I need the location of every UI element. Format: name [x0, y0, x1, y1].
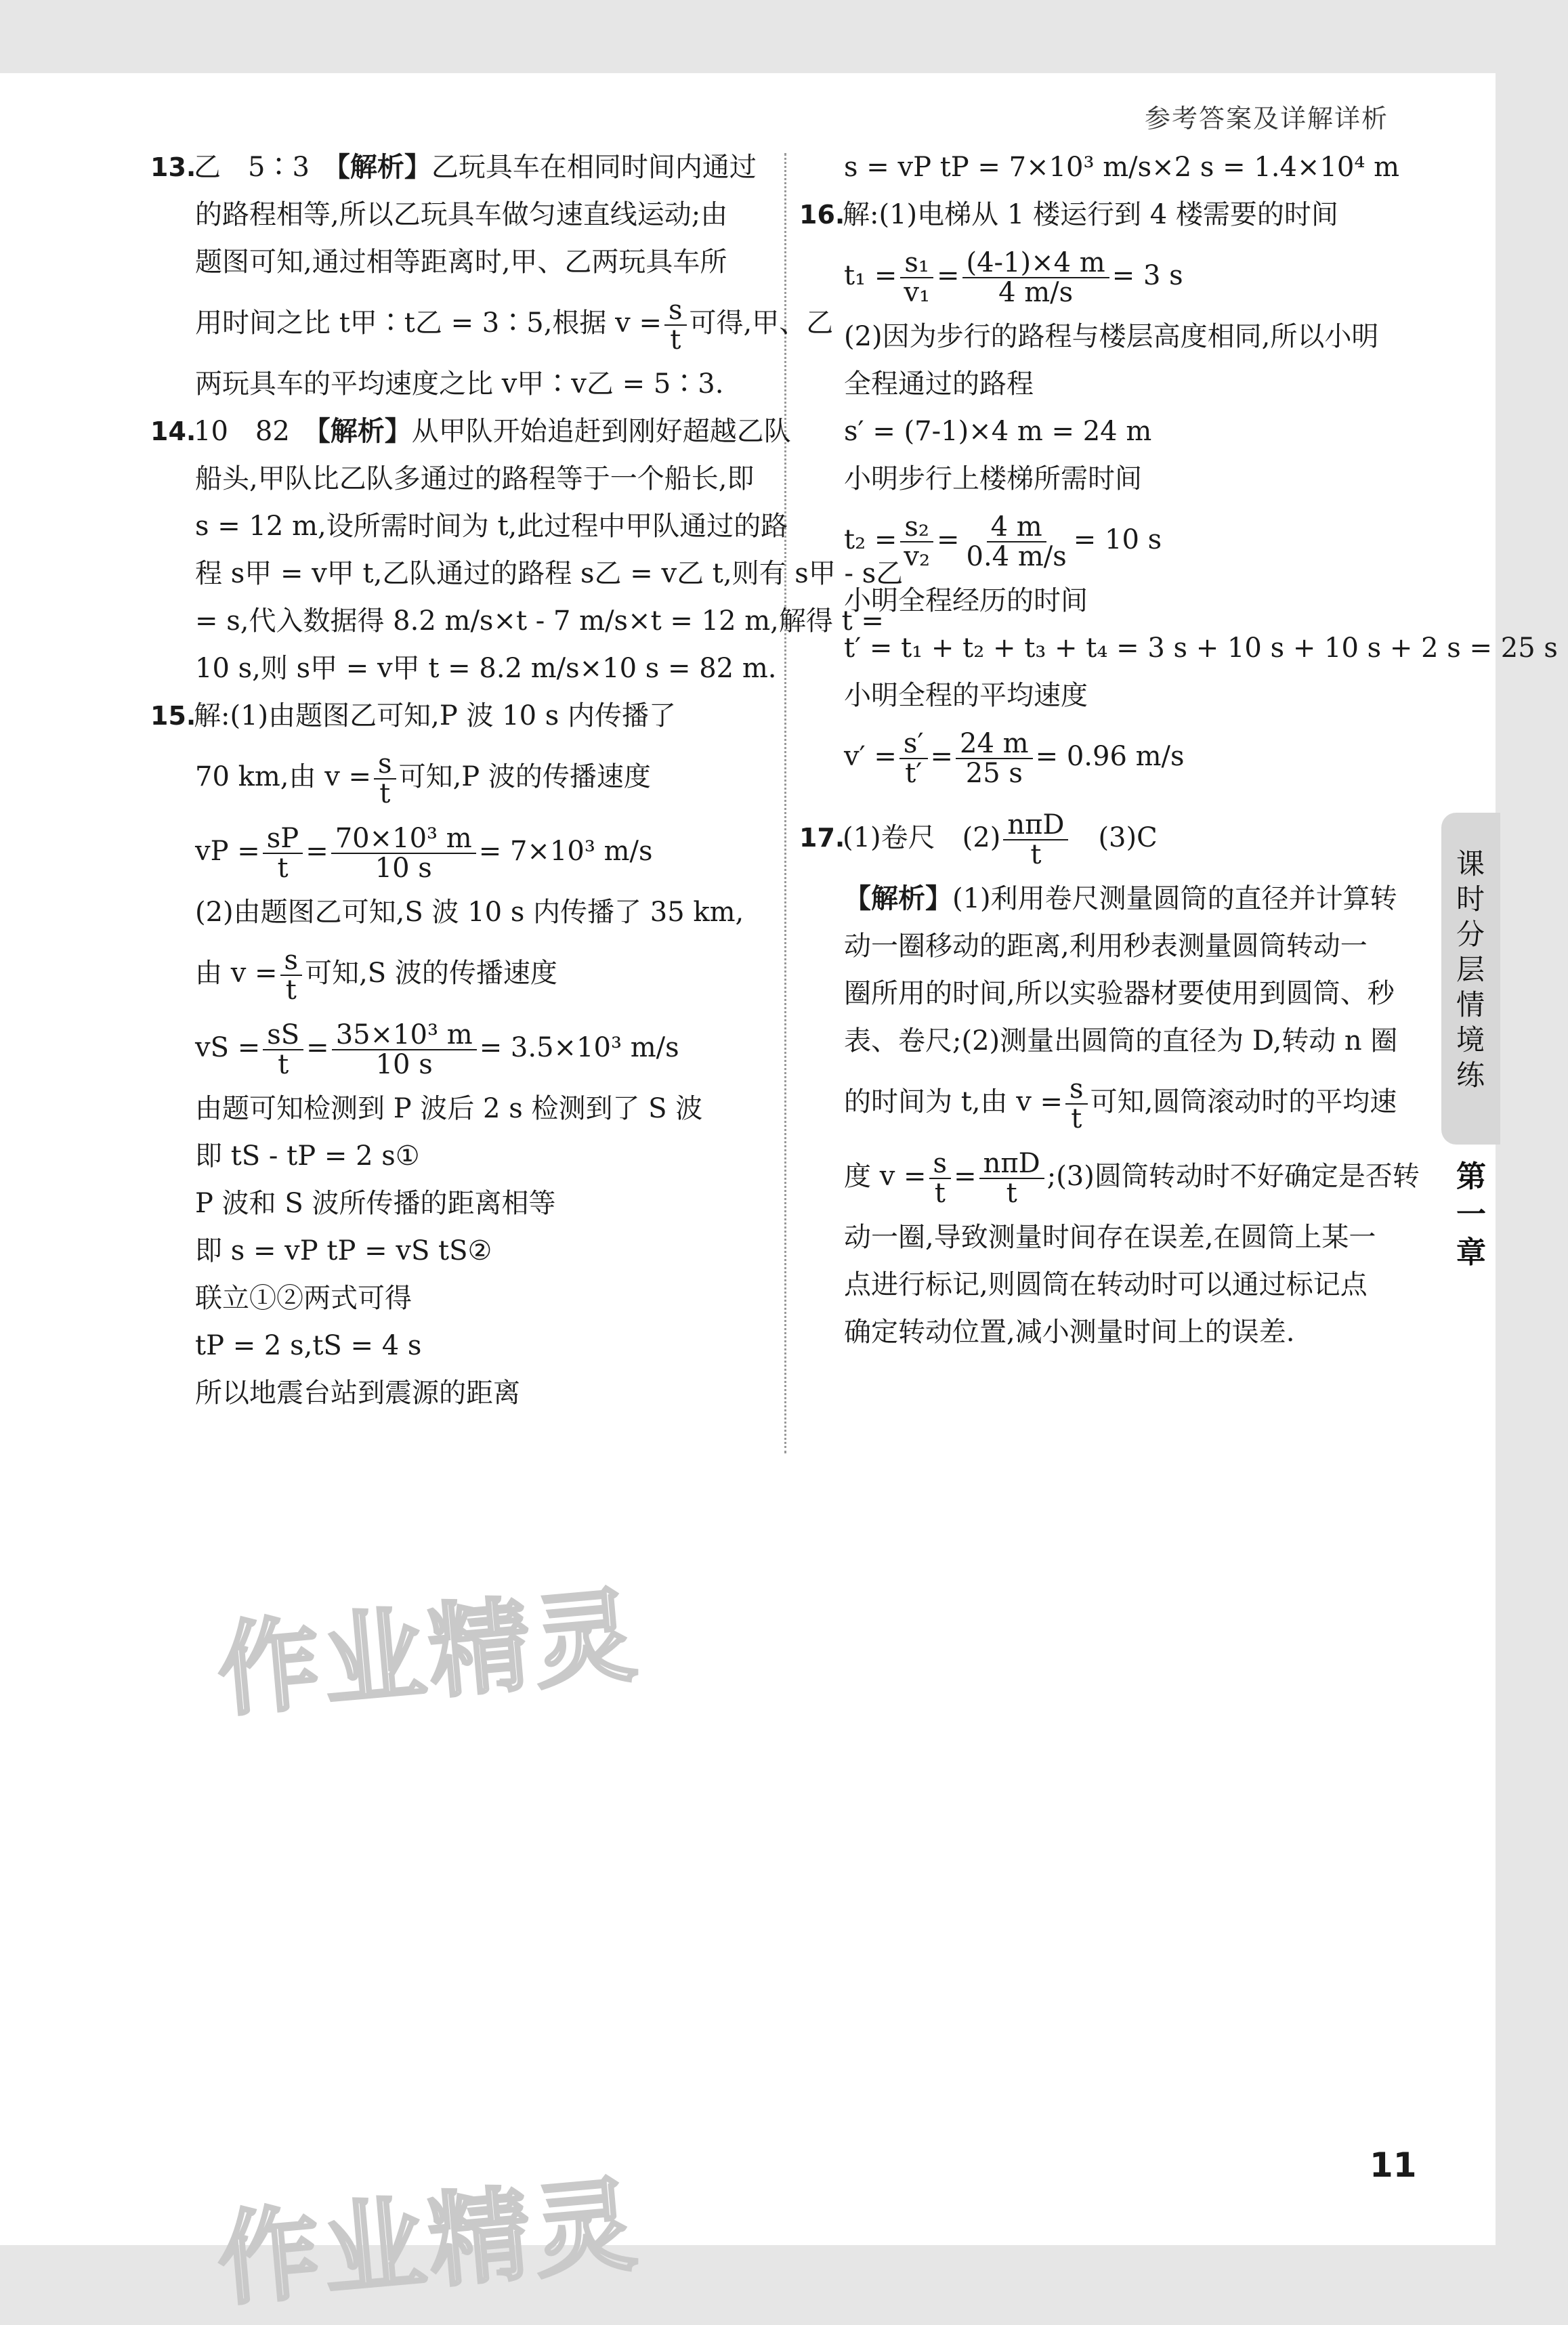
analysis-label: 【解析】 — [336, 152, 431, 183]
fraction: $\frac{sP}{t}$ — [263, 824, 303, 882]
fraction: $\frac{s}{t}$ — [280, 946, 303, 1004]
fraction: $\frac{(4-1)\times 4 m}{4 m/s}$ — [962, 249, 1109, 307]
fraction: $\frac{sS}{t}$ — [263, 1021, 303, 1079]
question-15-continued: s = vP tP = 7×10³ m/s×2 s = 1.4×10⁴ m — [844, 152, 1400, 183]
question-17: 17.(1)卷尺 (2) $\frac{\text{nπD}}{t}$ (3)C 【解析】(1)利用卷尺测量圆筒的直径并计算转 动一圈移动的距离,利用秒表测量圆筒转动一 圈所用的时间,所以实验器材要使用到圆筒、秒 表、卷尺;(2)测量出圆筒的直径为 D,转动 n 圈 的时间为 t,由 v = $\frac{s}{t}$ 可知,圆筒滚动时的平均速 度 v = $\frac{s}{t}$ = $\frac{\text{nπD}}{t}$ ;(3)圆筒转动时不好确定是否转 动一圈,导致测量时间存在误差,在圆筒上某一 点进行标记,则圆筒在转动时可以通过标记点 确定转动位置,减小测量时间上的误差. — [799, 801, 1426, 1356]
side-tab-label: 课时分层情境练 — [1456, 847, 1485, 1092]
fraction: $\frac{24 m}{25 s}$ — [956, 729, 1033, 788]
page-header: 参考答案及详解详析 — [1145, 104, 1389, 133]
fraction: $\frac{\text{s₁}}{\text{v₁}}$ — [899, 249, 934, 307]
question-13: 13.乙 5∶3 【解析】乙玩具车在相同时间内通过 的路程相等,所以乙玩具车做匀速直线运动;由 题图可知,通过相等距离时,甲、乙两玩具车所 用时间之比 t甲∶t乙 = 3∶5,根据 v = $\frac{s}{t}$ 可得,甲、乙 两玩具车的平均速度之比 v甲∶v乙 = 5∶3. — [150, 144, 767, 408]
question-16: 16.解:(1)电梯从 1 楼运行到 4 楼需要的时间 t₁ = $\frac{\text{s₁}}{\text{v₁}}$ = $\frac{(4-1)\times 4 m}{4 m/s}$ = 3 s (2)因为步行的路程与楼层高度相同,所以小明 全程通过的路程 s′ = (7-1)×4 m = 24 m 小明步行上楼梯所需时间 t₂ = $\frac{\text{s₂}}{\text{v₂}}$ = $\frac{4 m}{0.4 m/s}$ = 10 s 小明全程经历的时间 t′ = t₁ + t₂ + t₃ + t₄ = 3 s + 10 s + 10 s + 2 s = 25 s 小明全程的平均速度 v′ = $\frac{s'}{t'}$ = $\frac{24 m}{25 s}$ = 0.96 m/s — [799, 191, 1426, 794]
analysis-label: 【解析】 — [316, 416, 412, 447]
column-divider — [784, 153, 786, 1453]
question-14: 14.10 82 【解析】从甲队开始追赶到刚好超越乙队 船头,甲队比乙队多通过的路程等于一个船长,即 s = 12 m,设所需时间为 t,此过程中甲队通过的路 程 s甲 = v甲 t,乙队通过的路程 s乙 = v乙 t,则有 s甲 - s乙 = s,代入数据得 8.2 m/s×t - 7 m/s×t = 12 m,解得 t = 10 s,则 s甲 = v甲 t = 8.2 m/s×10 s = 82 m. — [150, 408, 767, 692]
chapter-label: 第一章 — [1456, 1159, 1486, 1270]
fraction: $\frac{\text{nπD}}{t}$ — [1003, 811, 1068, 869]
question-number: 15. — [150, 701, 196, 731]
fraction: $\frac{\text{s₂}}{\text{v₂}}$ — [899, 513, 934, 571]
fraction: $\frac{s}{t}$ — [664, 296, 687, 354]
fraction: $\frac{s}{t}$ — [374, 750, 396, 808]
question-number: 16. — [799, 200, 845, 230]
watermark: 作业精灵 — [213, 1577, 645, 1731]
page-number: 11 — [1370, 2146, 1417, 2185]
fraction: $\frac{\text{nπD}}{t}$ — [979, 1149, 1044, 1208]
question-number: 13. — [150, 152, 196, 182]
watermark: 作业精灵 — [213, 2166, 645, 2320]
question-number: 17. — [799, 823, 845, 853]
analysis-label: 【解析】 — [844, 883, 952, 914]
fraction: $\frac{s'}{t'}$ — [899, 729, 928, 788]
fraction: $\frac{\text{70×10³ m}}{10 s}$ — [331, 824, 476, 882]
question-15: 15.解:(1)由题图乙可知,P 波 10 s 内传播了 70 km,由 v = $\frac{s}{t}$ 可知,P 波的传播速度 vP = $\frac{sP}{t}$ = $\frac{\text{70×10³ m}}{10 s}$ = 7×10³ m/s (2)由题图乙可知,S 波 10 s 内传播了 35 km, 由 v = $\frac{s}{t}$ 可知,S 波的传播速度 vS = $\frac{sS}{t}$ = $\frac{\text{35×10³ m}}{10 s}$ = 3.5×10³ m/s 由题可知检测到 P 波后 2 s 检测到了 S 波 即 tS - tP = 2 s① P 波和 S 波所传播的距离相等 即 s = vP tP = vS tS② 联立①②两式可得 tP = 2 s,tS = 4 s 所以地震台站到震源的距离 — [150, 692, 767, 1417]
fraction: $\frac{s}{t}$ — [929, 1149, 952, 1208]
fraction: $\frac{4 m}{0.4 m/s}$ — [966, 511, 1067, 572]
fraction: $\frac{\text{35×10³ m}}{10 s}$ — [332, 1021, 477, 1079]
question-number: 14. — [150, 417, 196, 446]
fraction: $\frac{s}{t}$ — [1065, 1075, 1088, 1133]
